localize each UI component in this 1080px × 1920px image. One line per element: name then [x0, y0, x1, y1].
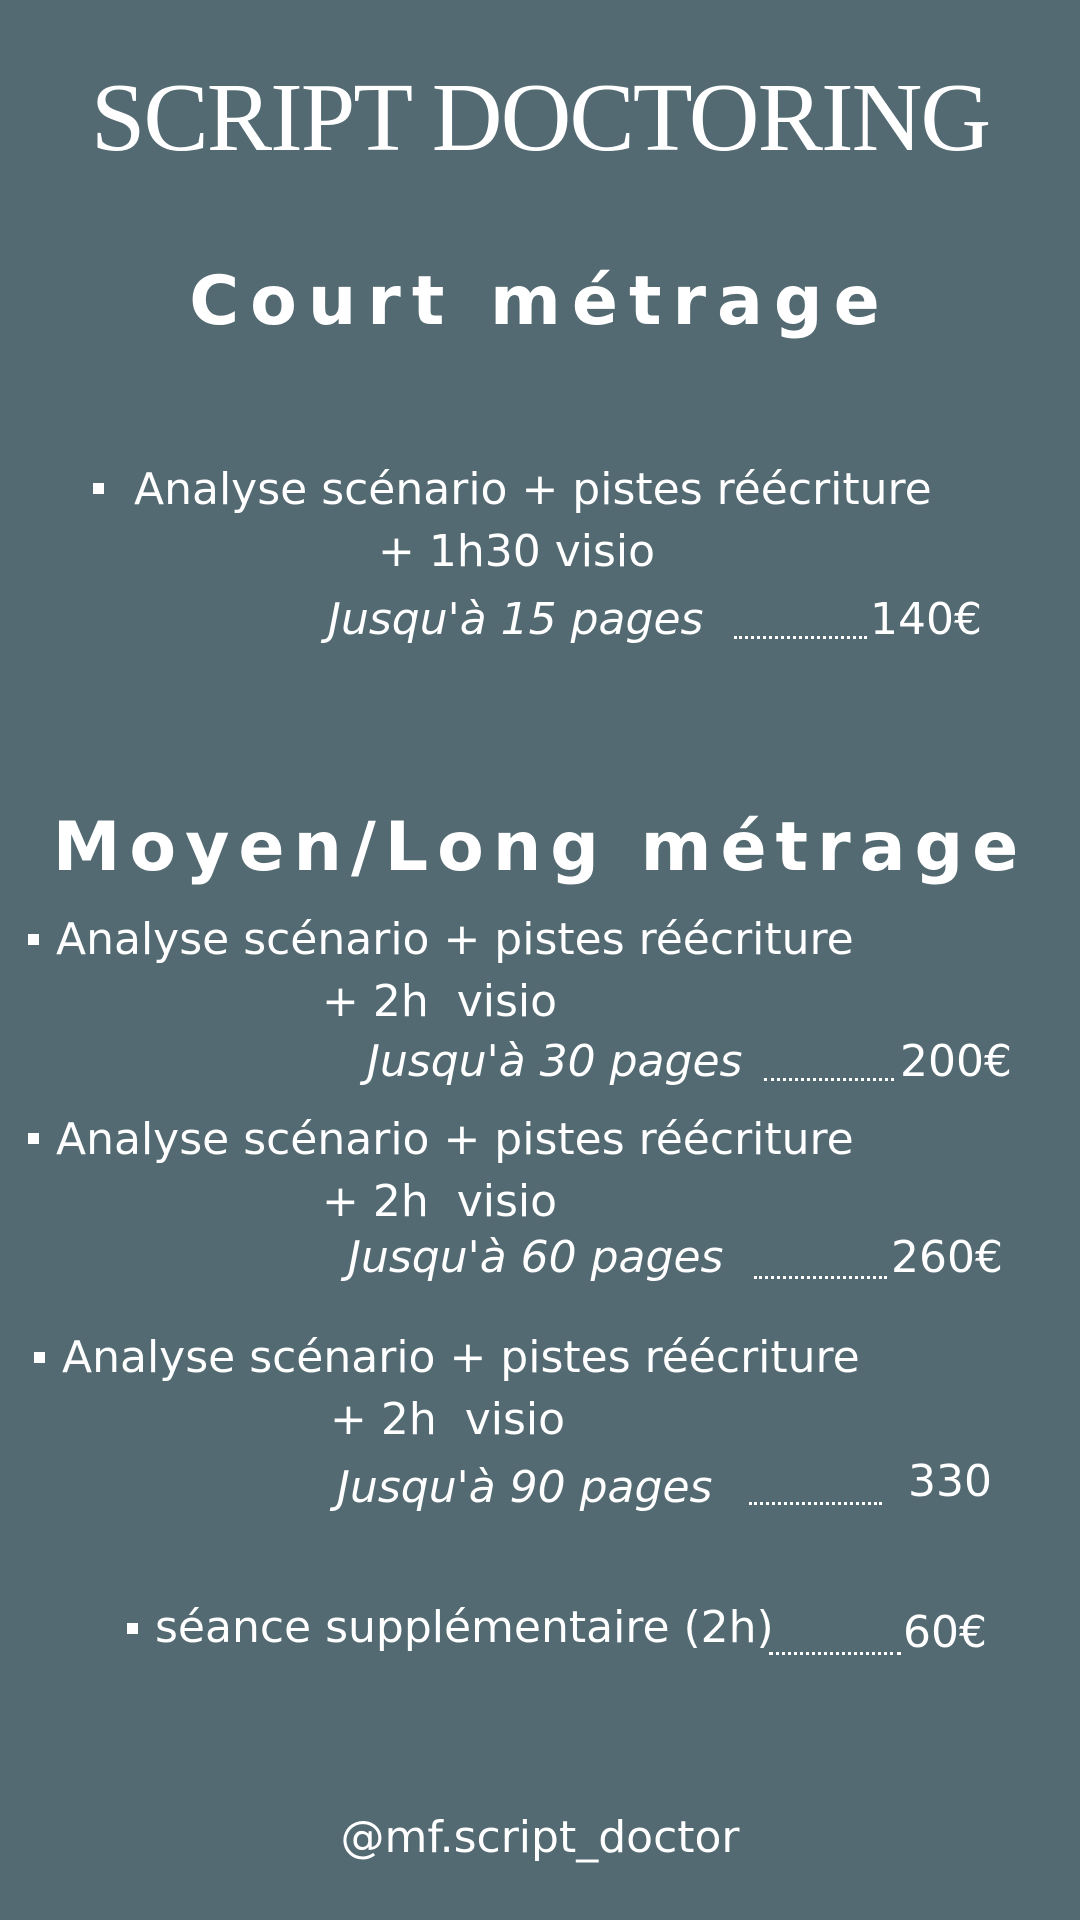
- service-description: Analyse scénario + pistes réécriture: [134, 464, 932, 515]
- service-page-limit: Jusqu'à 15 pages: [328, 594, 704, 645]
- service-visio-duration: + 1h30 visio: [378, 526, 656, 577]
- service-price: 140€: [870, 594, 982, 645]
- bullet-icon: [28, 934, 39, 945]
- service-visio-duration: + 2h visio: [322, 976, 558, 1027]
- service-visio-duration: + 2h visio: [330, 1394, 566, 1445]
- service-description: Analyse scénario + pistes réécriture: [62, 1332, 860, 1383]
- bullet-icon: [93, 483, 104, 494]
- service-page-limit: Jusqu'à 60 pages: [348, 1232, 724, 1283]
- price-leader-dots: [769, 1652, 901, 1655]
- service-page-limit: Jusqu'à 90 pages: [337, 1462, 713, 1513]
- price-leader-dots: [754, 1276, 887, 1279]
- price-leader-dots: [749, 1502, 882, 1505]
- service-page-limit: Jusqu'à 30 pages: [367, 1036, 743, 1087]
- social-handle: @mf.script_doctor: [340, 1812, 740, 1863]
- section-heading-court-metrage: Court métrage: [189, 262, 891, 341]
- page-title: SCRIPT DOCTORING: [90, 64, 990, 172]
- price-leader-dots: [734, 636, 867, 639]
- service-price: 200€: [900, 1036, 1012, 1087]
- service-description: Analyse scénario + pistes réécriture: [56, 914, 854, 965]
- extra-session-price: 60€: [903, 1607, 987, 1658]
- service-price: 260€: [891, 1232, 1003, 1283]
- extra-session-label: séance supplémentaire (2h): [155, 1602, 774, 1653]
- bullet-icon: [127, 1623, 138, 1634]
- bullet-icon: [28, 1133, 39, 1144]
- service-price: 330: [908, 1456, 992, 1507]
- service-description: Analyse scénario + pistes réécriture: [56, 1114, 854, 1165]
- bullet-icon: [34, 1352, 45, 1363]
- section-heading-moyen-long-metrage: Moyen/Long métrage: [52, 808, 1028, 887]
- service-visio-duration: + 2h visio: [322, 1176, 558, 1227]
- price-leader-dots: [764, 1078, 894, 1081]
